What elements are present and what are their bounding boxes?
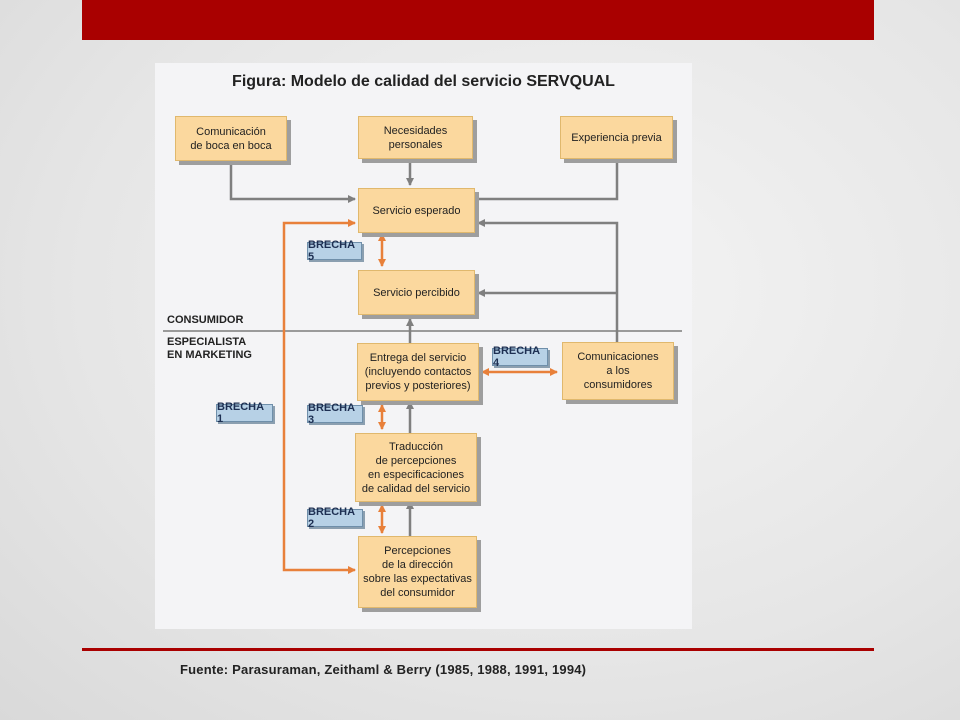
consumer-label: CONSUMIDOR	[167, 314, 244, 326]
arrow-word-of-mouth-to-expected	[231, 161, 355, 199]
box-perceived-service: Servicio percibido	[358, 270, 475, 315]
top-accent-bar	[82, 0, 874, 40]
box-management-perceptions: Percepciones de la dirección sobre las expectativas del consumidor	[358, 536, 477, 608]
box-past-experience: Experiencia previa	[560, 116, 673, 159]
arrow-communications-to-expected	[478, 223, 617, 342]
gap1-label: BRECHA 1	[216, 404, 273, 422]
box-consumer-communications: Comunicaciones a los consumidores	[562, 342, 674, 400]
box-translation: Traducción de percepciones en especificaciones de calidad del servicio	[355, 433, 477, 502]
gap2-label: BRECHA 2	[307, 509, 363, 527]
source-citation: Fuente: Parasuraman, Zeithaml & Berry (1985, 1988, 1991, 1994)	[180, 662, 587, 677]
gap4-label: BRECHA 4	[492, 348, 548, 366]
arrow-past-experience-to-expected	[465, 159, 617, 199]
gap5-label: BRECHA 5	[307, 242, 362, 260]
box-personal-needs: Necesidades personales	[358, 116, 473, 159]
box-word-of-mouth: Comunicación de boca en boca	[175, 116, 287, 161]
marketer-label: ESPECIALISTA EN MARKETING	[167, 336, 252, 361]
box-service-delivery: Entrega del servicio (incluyendo contactos previos y posteriores)	[357, 343, 479, 401]
servqual-figure	[155, 63, 692, 629]
gap3-label: BRECHA 3	[307, 405, 363, 423]
figure-title: Figura: Modelo de calidad del servicio SERVQUAL	[232, 73, 615, 90]
bottom-accent-line	[82, 648, 874, 651]
box-expected-service: Servicio esperado	[358, 188, 475, 233]
